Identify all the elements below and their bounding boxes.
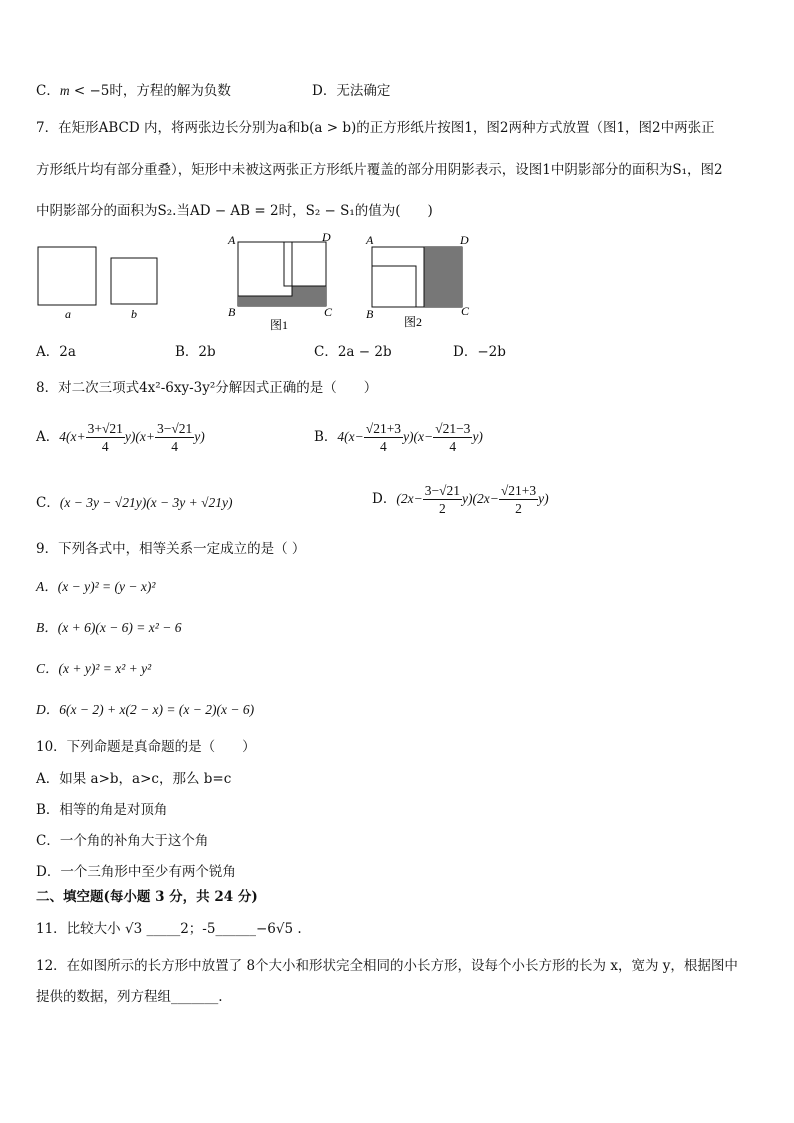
q8-option-c: C．(x − 3y − √21y)(x − 3y + √21y) [36,495,233,511]
svg-text:B: B [366,307,374,321]
svg-text:C: C [461,304,470,318]
q9-option-c: C．(x + y)² = x² + y² [36,661,152,676]
q6-option-d: D．无法确定 [312,83,391,99]
q7-option-a: A．2a [36,344,76,360]
q11-stem: 11．比较大小 √3 _____2；-5______−6√5 . [36,921,302,937]
q12-stem-line2: 提供的数据，列方程组_______. [36,989,223,1005]
q7-option-b: B．2b [175,344,216,360]
svg-text:D: D [460,233,469,247]
svg-text:图2: 图2 [404,315,423,329]
q9-option-d: D．6(x − 2) + x(2 − x) = (x − 2)(x − 6) [36,702,255,717]
q7-stem-line3: 中阴影部分的面积为S₂.当AD − AB = 2时，S₂ − S₁的值为( ) [36,203,433,219]
q9-option-a: A．(x − y)² = (y − x)² [36,579,156,594]
q12-stem-line1: 12．在如图所示的长方形中放置了 8个大小和形状完全相同的小长方形，设每个小长方形的长为 x，宽为 y，根据图中 [36,958,738,974]
q7-option-d: D．−2b [453,344,506,360]
svg-text:A: A [228,233,236,247]
q10-option-b: B．相等的角是对顶角 [36,802,168,818]
svg-text:A: A [366,233,374,247]
q9-stem: 9．下列各式中，相等关系一定成立的是（ ） [36,541,306,557]
q7-stem-line1: 7．在矩形ABCD 内，将两张边长分别为a和b(a > b)的正方形纸片按图1，图2两种方式放置（图1，图2中两张正 [36,120,715,136]
q10-option-c: C．一个角的补角大于这个角 [36,833,209,849]
svg-text:D: D [322,230,331,244]
q7-stem-line2: 方形纸片均有部分重叠），矩形中未被这两张正方形纸片覆盖的部分用阴影表示，设图1中阴影部分的面积为S₁，图2 [36,162,723,178]
square-a [38,247,96,305]
q8-stem: 8．对二次三项式4x²-6xy-3y²分解因式正确的是（ ） [36,380,378,396]
q9-option-b: B．(x + 6)(x − 6) = x² − 6 [36,620,182,635]
q7-option-c: C．2a − 2b [314,344,392,360]
square-b-label: b [131,307,137,321]
q8-option-a: A．4(x+ $\frac{3+√21}{4}$ y)(x+ $\frac{3-√21}{4}$ y) [36,421,205,454]
svg-text:B: B [228,305,236,319]
svg-text:C: C [324,305,333,319]
q10-option-a: A．如果 a>b，a>c，那么 b=c [36,771,232,787]
fig2-shaded [424,247,462,307]
svg-text:图1: 图1 [270,318,289,332]
q7-figures [30,230,480,335]
q6-option-c: C．m < −5时，方程的解为负数 [36,83,231,99]
square-a-label: a [65,307,71,321]
q8-option-b: B．4(x− $\frac{√21+3}{4}$ y)(x− $\frac{√21-3}{4}$ y) [314,421,483,454]
figure-1 [227,230,333,332]
q10-option-d: D．一个三角形中至少有两个锐角 [36,864,236,880]
square-b [111,258,157,304]
section-heading-fill-blank: 二、填空题(每小题 3 分，共 24 分) [36,889,258,905]
q10-stem: 10．下列命题是真命题的是（ ） [36,739,256,755]
figure-2 [365,233,470,329]
q8-option-d: D．(2x− $\frac{3-√21}{2}$ y)(2x− $\frac{√21+3}{2}$ y) [372,483,549,516]
